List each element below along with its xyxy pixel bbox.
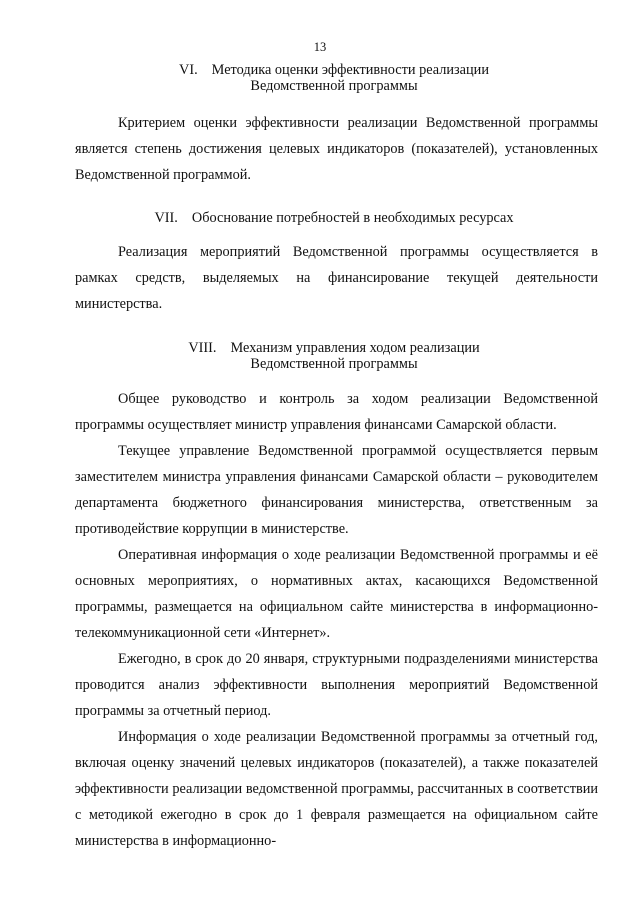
paragraph-resources: Реализация мероприятий Ведомственной программы осуществляется в рамках средств, выделяемых на финансирование текущей деятельности министерства.	[75, 244, 598, 312]
section-8-title-text: Механизм управления ходом реализации	[230, 340, 480, 356]
section-6-title-line1	[60, 62, 608, 78]
section-7-title-text: Обоснование потребностей в необходимых ресурсах	[191, 210, 514, 226]
paragraph-progress-info: Информация о ходе реализации Ведомственной программы за отчетный год, включая оценку значений целевых индикаторов (показателей), а также показателей эффективности реализации ведомственной программы, рассчитанных в соответствии с методикой ежегодно в срок до 1 февраля размещается на официальном сайте министерства в информационно-	[75, 729, 598, 849]
section-7-number: VII.	[154, 210, 178, 226]
section-heading-6	[60, 62, 608, 94]
section-8-title-line2: Ведомственной программы	[250, 356, 418, 372]
paragraph-annual-analysis: Ежегодно, в срок до 20 января, структурными подразделениями министерства проводится анализ эффективности выполнения мероприятий Ведомственной программы за отчетный период.	[75, 651, 598, 719]
page-number: 13	[313, 40, 327, 54]
section-8-title-line1	[60, 340, 608, 356]
section-heading-7	[60, 210, 608, 226]
section-8-number: VIII.	[188, 340, 217, 356]
paragraph-current-management: Текущее управление Ведомственной программой осуществляется первым заместителем министра управления финансами Самарской области – руководителем департамента бюджетного финансирования министерства, ответственным за противодействие коррупции в министерстве.	[75, 443, 598, 537]
section-heading-8	[60, 340, 608, 372]
paragraph-operational-info: Оперативная информация о ходе реализации Ведомственной программы и её основных мероприятиях, о нормативных актах, касающихся Ведомственной программы, размещается на официальном сайте министерства в информационно-телекоммуникационной сети «Интернет».	[75, 547, 598, 641]
paragraph-general-management: Общее руководство и контроль за ходом реализации Ведомственной программы осуществляет министр управления финансами Самарской области.	[75, 391, 598, 433]
section-6-number: VI.	[179, 62, 198, 78]
section-6-title-text: Методика оценки эффективности реализации	[211, 62, 489, 78]
section-6-title-line2: Ведомственной программы	[250, 78, 418, 94]
paragraph-criterion: Критерием оценки эффективности реализации Ведомственной программы является степень достижения целевых индикаторов (показателей), установленных Ведомственной программой.	[75, 115, 598, 183]
section-7-title-line	[60, 210, 608, 226]
